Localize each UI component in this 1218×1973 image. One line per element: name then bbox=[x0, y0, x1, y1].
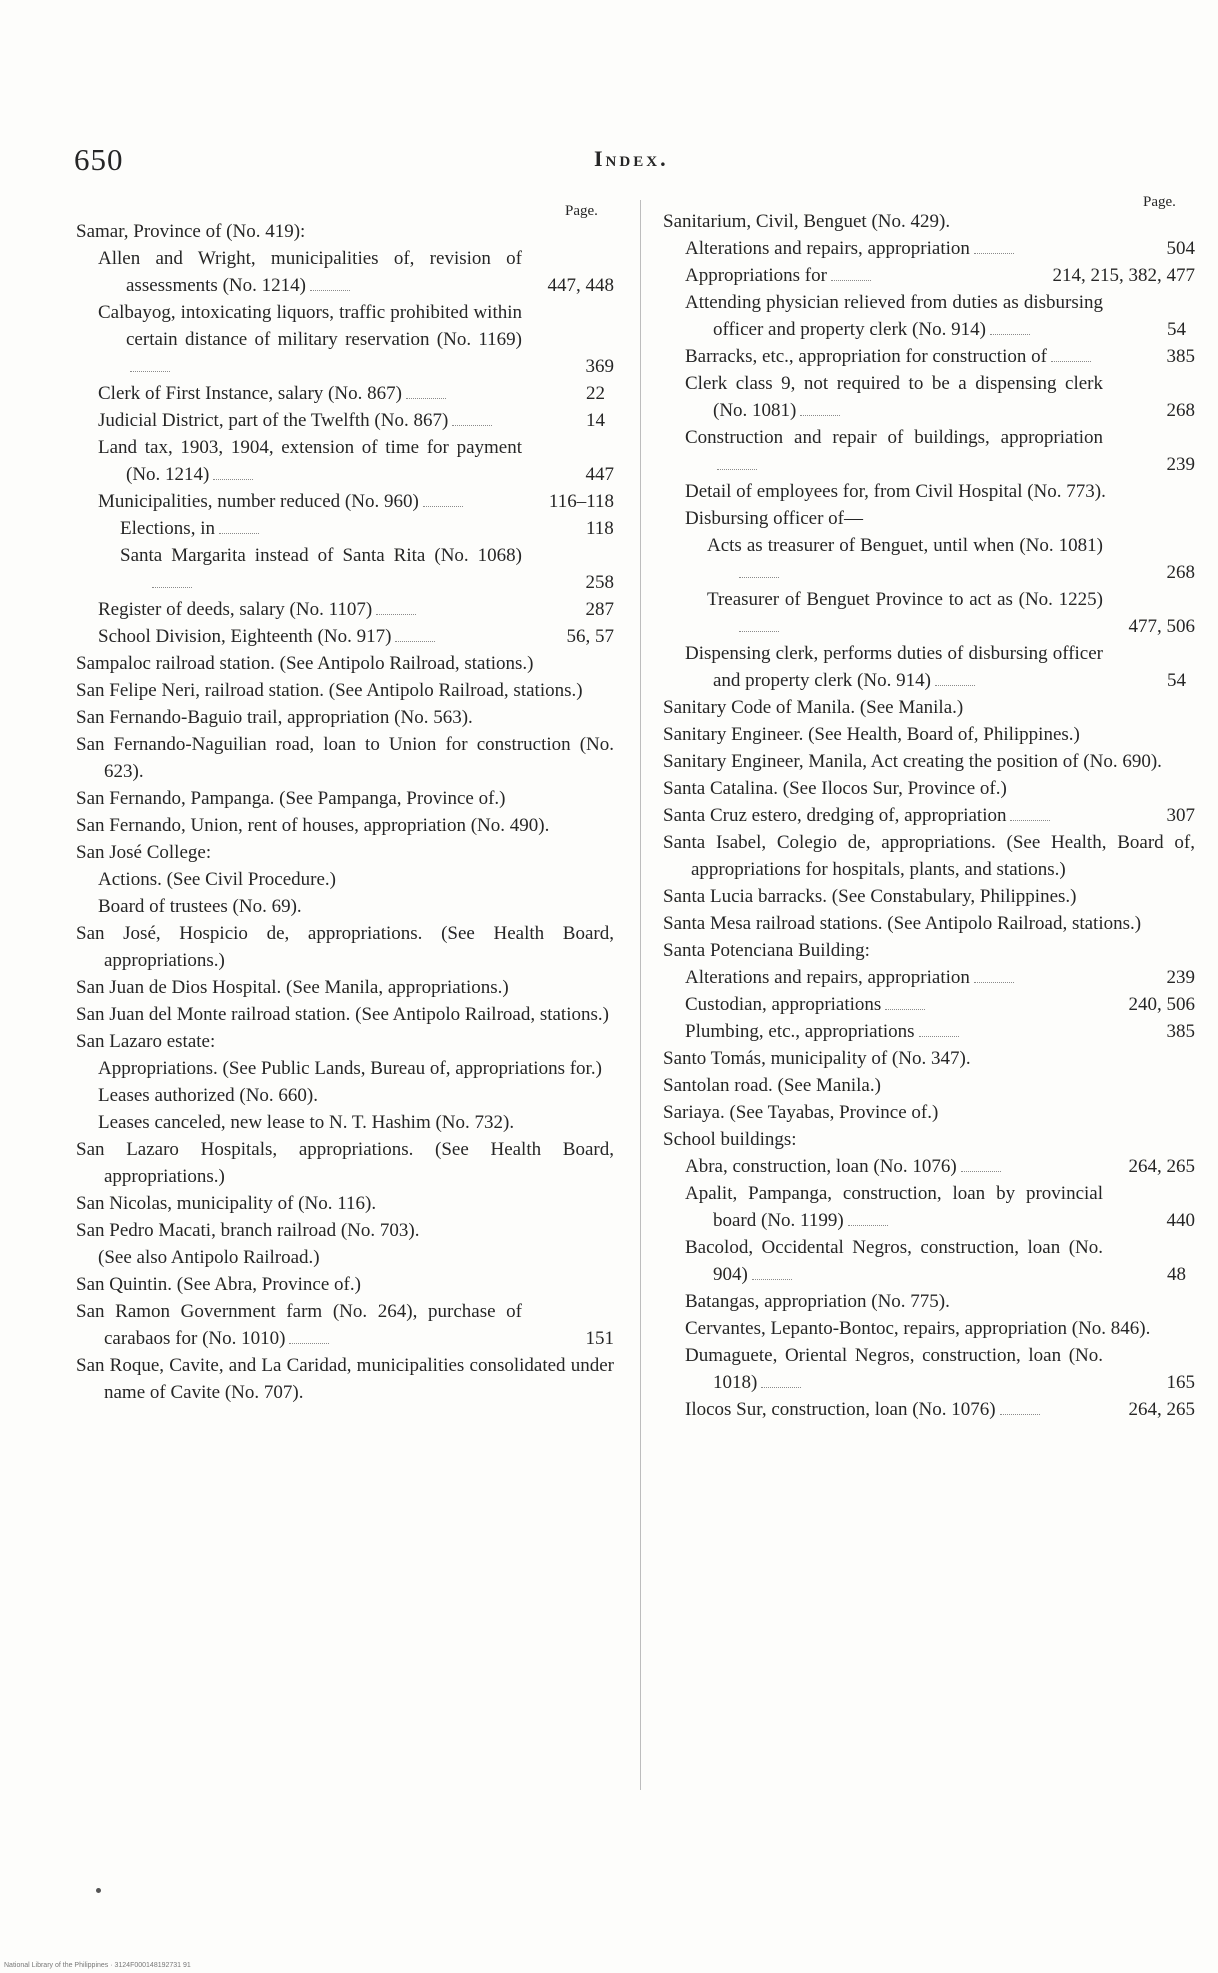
index-entry-text: Sanitary Engineer. (See Health, Board of, Philippines.) bbox=[663, 724, 1080, 745]
index-entry bbox=[663, 532, 1195, 586]
index-entry-page: 54 bbox=[1191, 667, 1195, 694]
index-entry bbox=[76, 839, 614, 866]
index-entry-text: Leases authorized (No. 660). bbox=[98, 1085, 319, 1106]
index-entry bbox=[663, 748, 1195, 775]
index-entry-page: 214, 215, 382, 477 bbox=[1077, 262, 1196, 289]
page-column-label-right: Page. bbox=[1143, 194, 1176, 210]
index-entry bbox=[76, 1271, 614, 1298]
index-entry-text: San Roque, Cavite, and La Caridad, municipalities consolidated under name of Cavite (No. 707). bbox=[76, 1355, 614, 1403]
index-entry bbox=[663, 1180, 1195, 1234]
index-entry-text: Disbursing officer of— bbox=[685, 508, 864, 529]
index-entry bbox=[663, 1315, 1195, 1342]
index-entry-text: Santa Lucia barracks. (See Constabulary, Philippines.) bbox=[663, 886, 1077, 907]
dot-leader bbox=[752, 1266, 792, 1280]
index-entry-text: Calbayog, intoxicating liquors, traffic prohibited within certain distance of military reservation (No. 1169) bbox=[98, 302, 522, 350]
index-entry bbox=[663, 289, 1195, 343]
index-entry-text: Alterations and repairs, appropriation bbox=[685, 238, 970, 259]
index-entry bbox=[663, 694, 1195, 721]
index-entry-text: San Nicolas, municipality of (No. 116). bbox=[76, 1193, 377, 1214]
index-entry-text: Santa Catalina. (See Ilocos Sur, Province of.) bbox=[663, 778, 1007, 799]
index-entry-text: Samar, Province of (No. 419): bbox=[76, 221, 306, 242]
index-entry bbox=[76, 812, 614, 839]
index-entry-text: Clerk class 9, not required to be a dispensing clerk (No. 1081) bbox=[685, 373, 1103, 421]
index-entry-text: Detail of employees for, from Civil Hospital (No. 773). bbox=[685, 481, 1106, 502]
index-entry-page: 264, 265 bbox=[1153, 1153, 1196, 1180]
index-entry-page: 385 bbox=[1191, 1018, 1196, 1045]
index-entry bbox=[76, 1352, 614, 1406]
index-entry bbox=[76, 596, 614, 623]
index-entry bbox=[663, 1153, 1195, 1180]
dot-leader bbox=[395, 628, 435, 642]
index-entry bbox=[76, 1190, 614, 1217]
index-entry bbox=[76, 218, 614, 245]
index-entry-text: Acts as treasurer of Benguet, until when (No. 1081) bbox=[707, 535, 1103, 556]
index-entry bbox=[663, 1396, 1195, 1423]
index-entry-text: San Fernando, Pampanga. (See Pampanga, Province of.) bbox=[76, 788, 506, 809]
index-entry-text: Cervantes, Lepanto-Bontoc, repairs, appropriation (No. 846). bbox=[685, 1318, 1151, 1339]
index-entry bbox=[76, 731, 614, 785]
index-entry-text: Batangas, appropriation (No. 775). bbox=[685, 1291, 950, 1312]
index-entry bbox=[76, 407, 614, 434]
index-entry-text: Clerk of First Instance, salary (No. 867) bbox=[98, 383, 402, 404]
index-entry bbox=[76, 1082, 614, 1109]
index-entry-text: Municipalities, number reduced (No. 960) bbox=[98, 491, 419, 512]
dot-leader bbox=[739, 618, 779, 632]
index-entry bbox=[76, 785, 614, 812]
index-entry bbox=[663, 1018, 1195, 1045]
index-entry-page: 165 bbox=[1191, 1369, 1196, 1396]
index-entry bbox=[76, 1109, 614, 1136]
index-entry bbox=[663, 991, 1195, 1018]
dot-leader bbox=[990, 321, 1030, 335]
dot-leader bbox=[219, 520, 259, 534]
index-entry-page: 268 bbox=[1191, 397, 1196, 424]
index-entry-text: Santa Isabel, Colegio de, appropriations. (See Health, Board of, appropriations for hospitals, plants, and stations.) bbox=[663, 832, 1195, 880]
index-entry-page: 14 bbox=[610, 407, 614, 434]
index-entry-text: Dumaguete, Oriental Negros, construction, loan (No. 1018) bbox=[685, 1345, 1103, 1393]
page-number: 650 bbox=[74, 142, 124, 177]
index-entry-text: Santolan road. (See Manila.) bbox=[663, 1075, 881, 1096]
dot-leader bbox=[935, 672, 975, 686]
index-entry-text: Appropriations. (See Public Lands, Bureau of, appropriations for.) bbox=[98, 1058, 602, 1079]
index-entry bbox=[663, 775, 1195, 802]
page-header bbox=[74, 142, 1194, 182]
index-entry-text: Sanitary Engineer, Manila, Act creating the position of (No. 690). bbox=[663, 751, 1162, 772]
dot-leader bbox=[289, 1330, 329, 1344]
index-entry bbox=[76, 245, 614, 299]
index-entry-text: San Felipe Neri, railroad station. (See Antipolo Railroad, stations.) bbox=[76, 680, 583, 701]
dot-leader bbox=[717, 456, 757, 470]
index-entry-text: Land tax, 1903, 1904, extension of time for payment (No. 1214) bbox=[98, 437, 522, 485]
index-entry bbox=[663, 505, 1195, 532]
index-entry bbox=[76, 650, 614, 677]
index-entry-page: 239 bbox=[1191, 451, 1196, 478]
index-entry-text: Santa Margarita instead of Santa Rita (No. 1068) bbox=[120, 545, 522, 566]
index-entry-text: Board of trustees (No. 69). bbox=[98, 896, 302, 917]
index-entry-page: 118 bbox=[610, 515, 614, 542]
index-entry-text: Treasurer of Benguet Province to act as (No. 1225) bbox=[707, 589, 1103, 610]
index-entry-text: Santa Potenciana Building: bbox=[663, 940, 870, 961]
index-entry-text: San José, Hospicio de, appropriations. (See Health Board, appropriations.) bbox=[76, 923, 614, 971]
dot-leader bbox=[800, 402, 840, 416]
index-entry-text: School Division, Eighteenth (No. 917) bbox=[98, 626, 392, 647]
dot-leader bbox=[423, 493, 463, 507]
index-entry-text: Bacolod, Occidental Negros, construction, loan (No. 904) bbox=[685, 1237, 1103, 1285]
index-entry-text: Apalit, Pampanga, construction, loan by provincial board (No. 1199) bbox=[685, 1183, 1103, 1231]
index-entry-text: Judicial District, part of the Twelfth (No. 867) bbox=[98, 410, 449, 431]
dot-leader bbox=[1010, 807, 1050, 821]
ink-dot bbox=[96, 1888, 101, 1893]
index-entry-text: Abra, construction, loan (No. 1076) bbox=[685, 1156, 957, 1177]
index-entry bbox=[663, 1342, 1195, 1396]
dot-leader bbox=[885, 996, 925, 1010]
index-entry bbox=[76, 704, 614, 731]
index-entry-text: San Ramon Government farm (No. 264), purchase of carabaos for (No. 1010) bbox=[76, 1301, 522, 1349]
column-divider bbox=[640, 200, 641, 1790]
index-entry-page: 151 bbox=[610, 1325, 615, 1352]
index-entry-text: San José College: bbox=[76, 842, 212, 863]
index-entry bbox=[76, 974, 614, 1001]
index-entry-page: 307 bbox=[1191, 802, 1196, 829]
index-entry bbox=[76, 1028, 614, 1055]
index-entry-text: San Juan del Monte railroad station. (See Antipolo Railroad, stations.) bbox=[76, 1004, 609, 1025]
index-entry-text: School buildings: bbox=[663, 1129, 797, 1150]
index-entry-text: Elections, in bbox=[120, 518, 215, 539]
index-entry bbox=[76, 1298, 614, 1352]
index-entry-page: 287 bbox=[610, 596, 615, 623]
dot-leader bbox=[130, 358, 170, 372]
dot-leader bbox=[848, 1212, 888, 1226]
index-entry bbox=[663, 883, 1195, 910]
index-entry-text: Construction and repair of buildings, appropriation bbox=[685, 427, 1103, 448]
dot-leader bbox=[919, 1023, 959, 1037]
index-entry-text: San Fernando-Naguilian road, loan to Union for construction (No. 623). bbox=[76, 734, 614, 782]
index-entry bbox=[76, 299, 614, 380]
index-entry bbox=[76, 677, 614, 704]
index-entry bbox=[76, 1055, 614, 1082]
index-entry bbox=[76, 1217, 614, 1244]
index-entry-page: 240, 506 bbox=[1153, 991, 1196, 1018]
index-entry-text: Plumbing, etc., appropriations bbox=[685, 1021, 915, 1042]
index-entry bbox=[663, 1234, 1195, 1288]
index-entry-page: 56, 57 bbox=[591, 623, 615, 650]
index-entry-text: Santa Cruz estero, dredging of, appropriation bbox=[663, 805, 1007, 826]
index-entry-page: 22 bbox=[610, 380, 614, 407]
index-entry bbox=[663, 802, 1195, 829]
index-entry-text: Sanitarium, Civil, Benguet (No. 429). bbox=[663, 211, 951, 232]
dot-leader bbox=[974, 969, 1014, 983]
index-entry bbox=[663, 370, 1195, 424]
index-entry bbox=[76, 380, 614, 407]
index-entry bbox=[663, 586, 1195, 640]
index-entry-page: 116–118 bbox=[573, 488, 614, 515]
index-column-right bbox=[663, 208, 1195, 1423]
index-entry bbox=[663, 829, 1195, 883]
index-entry-page: 268 bbox=[1191, 559, 1196, 586]
index-entry-text: San Fernando-Baguio trail, appropriation (No. 563). bbox=[76, 707, 473, 728]
index-entry-text: Santa Mesa railroad stations. (See Antipolo Railroad, stations.) bbox=[663, 913, 1142, 934]
index-entry-text: Allen and Wright, municipalities of, revision of assessments (No. 1214) bbox=[98, 248, 522, 296]
dot-leader bbox=[761, 1374, 801, 1388]
index-entry-text: Appropriations for bbox=[685, 265, 827, 286]
index-entry-page: 239 bbox=[1191, 964, 1196, 991]
dot-leader bbox=[452, 412, 492, 426]
index-entry-text: Alterations and repairs, appropriation bbox=[685, 967, 970, 988]
index-entry-text: Attending physician relieved from duties as disbursing officer and property clerk (No. 914) bbox=[685, 292, 1103, 340]
index-entry bbox=[76, 893, 614, 920]
dot-leader bbox=[406, 385, 446, 399]
index-entry bbox=[663, 208, 1195, 235]
dot-leader bbox=[831, 267, 871, 281]
dot-leader bbox=[1051, 348, 1091, 362]
index-entry-page: 477, 506 bbox=[1153, 613, 1196, 640]
index-entry-text: Register of deeds, salary (No. 1107) bbox=[98, 599, 373, 620]
index-entry-text: Sampaloc railroad station. (See Antipolo Railroad, stations.) bbox=[76, 653, 534, 674]
index-entry-text: San Lazaro Hospitals, appropriations. (See Health Board, appropriations.) bbox=[76, 1139, 614, 1187]
index-entry bbox=[663, 1288, 1195, 1315]
index-entry-text: San Juan de Dios Hospital. (See Manila, appropriations.) bbox=[76, 977, 509, 998]
index-entry bbox=[663, 262, 1195, 289]
index-entry bbox=[663, 721, 1195, 748]
index-entry bbox=[663, 343, 1195, 370]
index-entry-page: 264, 265 bbox=[1153, 1396, 1196, 1423]
index-entry bbox=[76, 866, 614, 893]
index-column-left bbox=[76, 218, 614, 1406]
index-entry-page: 504 bbox=[1191, 235, 1196, 262]
index-entry bbox=[663, 937, 1195, 964]
dot-leader bbox=[974, 240, 1014, 254]
index-entry-text: (See also Antipolo Railroad.) bbox=[98, 1247, 320, 1268]
index-entry-page: 440 bbox=[1191, 1207, 1196, 1234]
index-entry bbox=[76, 1136, 614, 1190]
index-entry bbox=[663, 424, 1195, 478]
index-entry bbox=[76, 1244, 614, 1271]
index-entry-page: 447, 448 bbox=[572, 272, 615, 299]
index-entry-text: Barracks, etc., appropriation for construction of bbox=[685, 346, 1047, 367]
index-entry-page: 369 bbox=[610, 353, 615, 380]
dot-leader bbox=[739, 564, 779, 578]
index-entry-text: San Quintin. (See Abra, Province of.) bbox=[76, 1274, 361, 1295]
index-entry bbox=[663, 1072, 1195, 1099]
index-entry bbox=[663, 964, 1195, 991]
index-entry-text: San Pedro Macati, branch railroad (No. 703). bbox=[76, 1220, 420, 1241]
dot-leader bbox=[213, 466, 253, 480]
index-entry bbox=[663, 910, 1195, 937]
index-entry-text: Leases canceled, new lease to N. T. Hashim (No. 732). bbox=[98, 1112, 515, 1133]
index-entry-text: Custodian, appropriations bbox=[685, 994, 882, 1015]
index-entry bbox=[663, 640, 1195, 694]
index-entry-text: Sanitary Code of Manila. (See Manila.) bbox=[663, 697, 964, 718]
index-entry-page: 385 bbox=[1191, 343, 1196, 370]
index-entry bbox=[76, 542, 614, 596]
index-entry bbox=[76, 1001, 614, 1028]
index-entry-text: San Lazaro estate: bbox=[76, 1031, 216, 1052]
index-entry bbox=[76, 434, 614, 488]
index-entry-page: 48 bbox=[1191, 1261, 1195, 1288]
index-entry bbox=[76, 920, 614, 974]
dot-leader bbox=[1000, 1401, 1040, 1415]
page-column-label-left: Page. bbox=[565, 203, 598, 219]
index-entry bbox=[663, 1045, 1195, 1072]
dot-leader bbox=[376, 601, 416, 615]
index-entry bbox=[76, 515, 614, 542]
index-entry-page: 447 bbox=[610, 461, 615, 488]
index-entry bbox=[663, 478, 1195, 505]
index-entry bbox=[76, 488, 614, 515]
index-entry-text: Dispensing clerk, performs duties of disbursing officer and property clerk (No. 914) bbox=[685, 643, 1103, 691]
index-entry-text: Sariaya. (See Tayabas, Province of.) bbox=[663, 1102, 939, 1123]
library-footer: National Library of the Philippines · 3124F000148192731 91 bbox=[4, 1962, 191, 1969]
index-entry-text: Actions. (See Civil Procedure.) bbox=[98, 869, 336, 890]
index-entry-text: Ilocos Sur, construction, loan (No. 1076) bbox=[685, 1399, 996, 1420]
dot-leader bbox=[152, 574, 192, 588]
index-entry bbox=[663, 1126, 1195, 1153]
running-title: Index. bbox=[594, 146, 669, 171]
dot-leader bbox=[961, 1158, 1001, 1172]
dot-leader bbox=[310, 277, 350, 291]
index-entry bbox=[663, 1099, 1195, 1126]
index-entry-page: 258 bbox=[610, 569, 615, 596]
index-entry-page: 54 bbox=[1191, 316, 1195, 343]
index-entry-text: San Fernando, Union, rent of houses, appropriation (No. 490). bbox=[76, 815, 550, 836]
index-entry-text: Santo Tomás, municipality of (No. 347). bbox=[663, 1048, 971, 1069]
index-entry bbox=[76, 623, 614, 650]
index-entry bbox=[663, 235, 1195, 262]
